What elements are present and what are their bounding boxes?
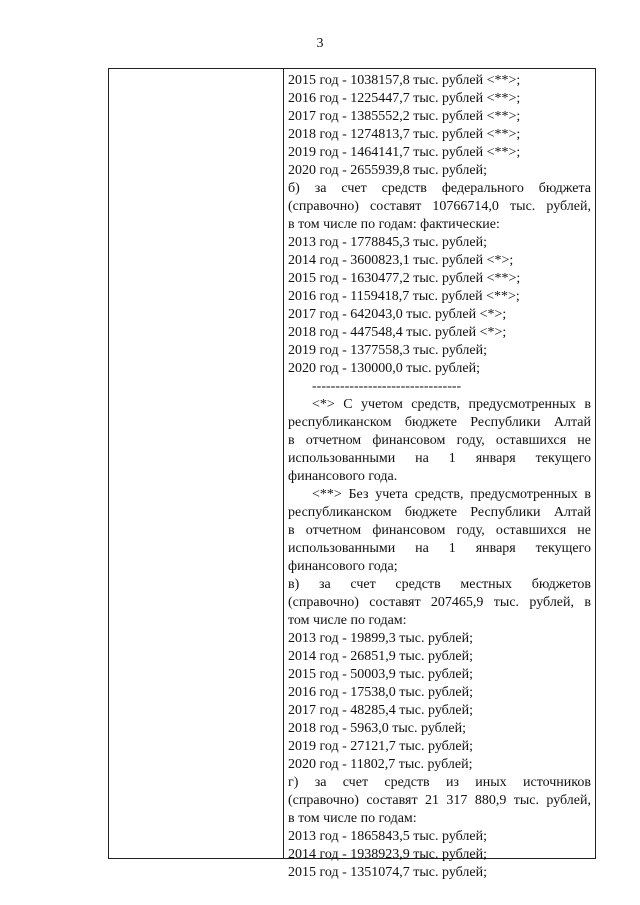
text-line: 2017 год - 1385552,2 тыс. рублей <**>; xyxy=(288,109,521,124)
text-line: 2015 год - 1351074,7 тыс. рублей; xyxy=(288,865,488,880)
text-line: 2019 год - 1464141,7 тыс. рублей <**>; xyxy=(288,145,521,160)
text-line: б) за счет средств федерального бюджета xyxy=(288,181,591,196)
text-line: 2018 год - 447548,4 тыс. рублей <*>; xyxy=(288,325,507,340)
text-line: 2013 год - 1778845,3 тыс. рублей; xyxy=(288,235,488,250)
text-line: 2013 год - 1865843,5 тыс. рублей; xyxy=(288,829,488,844)
text-line: использованными на 1 января текущего xyxy=(288,451,591,466)
text-line: 2015 год - 50003,9 тыс. рублей; xyxy=(288,667,474,682)
text-line: 2019 год - 1377558,3 тыс. рублей; xyxy=(288,343,488,358)
text-line: 2017 год - 642043,0 тыс. рублей <*>; xyxy=(288,307,507,322)
text-line: использованными на 1 января текущего xyxy=(288,541,591,556)
text-line: г) за счет средств из иных источников xyxy=(288,775,591,790)
table-right-column xyxy=(288,72,591,882)
text-line: 2014 год - 26851,9 тыс. рублей; xyxy=(288,649,474,664)
text-line: 2019 год - 27121,7 тыс. рублей; xyxy=(288,739,474,754)
passport-table xyxy=(108,68,596,880)
text-line: 2020 год - 130000,0 тыс. рублей; xyxy=(288,361,481,376)
text-line: 2015 год - 1038157,8 тыс. рублей <**>; xyxy=(288,73,521,88)
page-number: 3 xyxy=(316,36,324,51)
text-line: 2013 год - 19899,3 тыс. рублей; xyxy=(288,631,474,646)
text-line: (справочно) составят 207465,9 тыс. рублей, в xyxy=(288,595,591,610)
text-line: 2018 год - 1274813,7 тыс. рублей <**>; xyxy=(288,127,521,142)
text-line: республиканском бюджете Республики Алтай xyxy=(288,415,591,430)
text-line: в том числе по годам: фактические: xyxy=(288,217,500,232)
text-line: 2020 год - 11802,7 тыс. рублей; xyxy=(288,757,473,772)
text-line: 2020 год - 2655939,8 тыс. рублей; xyxy=(288,163,488,178)
text-line: в) за счет средств местных бюджетов xyxy=(288,577,591,592)
text-line: 2016 год - 1159418,7 тыс. рублей <**>; xyxy=(288,289,520,304)
text-line: 2015 год - 1630477,2 тыс. рублей <**>; xyxy=(288,271,521,286)
text-line: 2014 год - 3600823,1 тыс. рублей <*>; xyxy=(288,253,514,268)
text-line: <**> Без учета средств, предусмотренных в xyxy=(312,487,591,502)
text-line: 2016 год - 1225447,7 тыс. рублей <**>; xyxy=(288,91,521,106)
table-left-column xyxy=(109,69,284,858)
text-line: в отчетном финансовом году, оставшихся не xyxy=(288,523,591,538)
text-line: в отчетном финансовом году, оставшихся не xyxy=(288,433,591,448)
text-line: 2017 год - 48285,4 тыс. рублей; xyxy=(288,703,474,718)
text-line: (справочно) составят 21 317 880,9 тыс. рублей, xyxy=(288,793,591,808)
text-line: финансового года; xyxy=(288,559,398,574)
text-line: республиканском бюджете Республики Алтай xyxy=(288,505,591,520)
text-line: том числе по годам: xyxy=(288,613,407,628)
text-line: в том числе по годам: xyxy=(288,811,417,826)
text-line: финансового года. xyxy=(288,469,398,484)
text-line: 2014 год - 1938923,9 тыс. рублей; xyxy=(288,847,488,862)
text-line: -------------------------------- xyxy=(312,379,462,394)
text-line: (справочно) составят 10766714,0 тыс. рублей, xyxy=(288,199,591,214)
text-line: 2016 год - 17538,0 тыс. рублей; xyxy=(288,685,474,700)
text-line: 2018 год - 5963,0 тыс. рублей; xyxy=(288,721,467,736)
text-line: <*> С учетом средств, предусмотренных в xyxy=(312,397,591,412)
